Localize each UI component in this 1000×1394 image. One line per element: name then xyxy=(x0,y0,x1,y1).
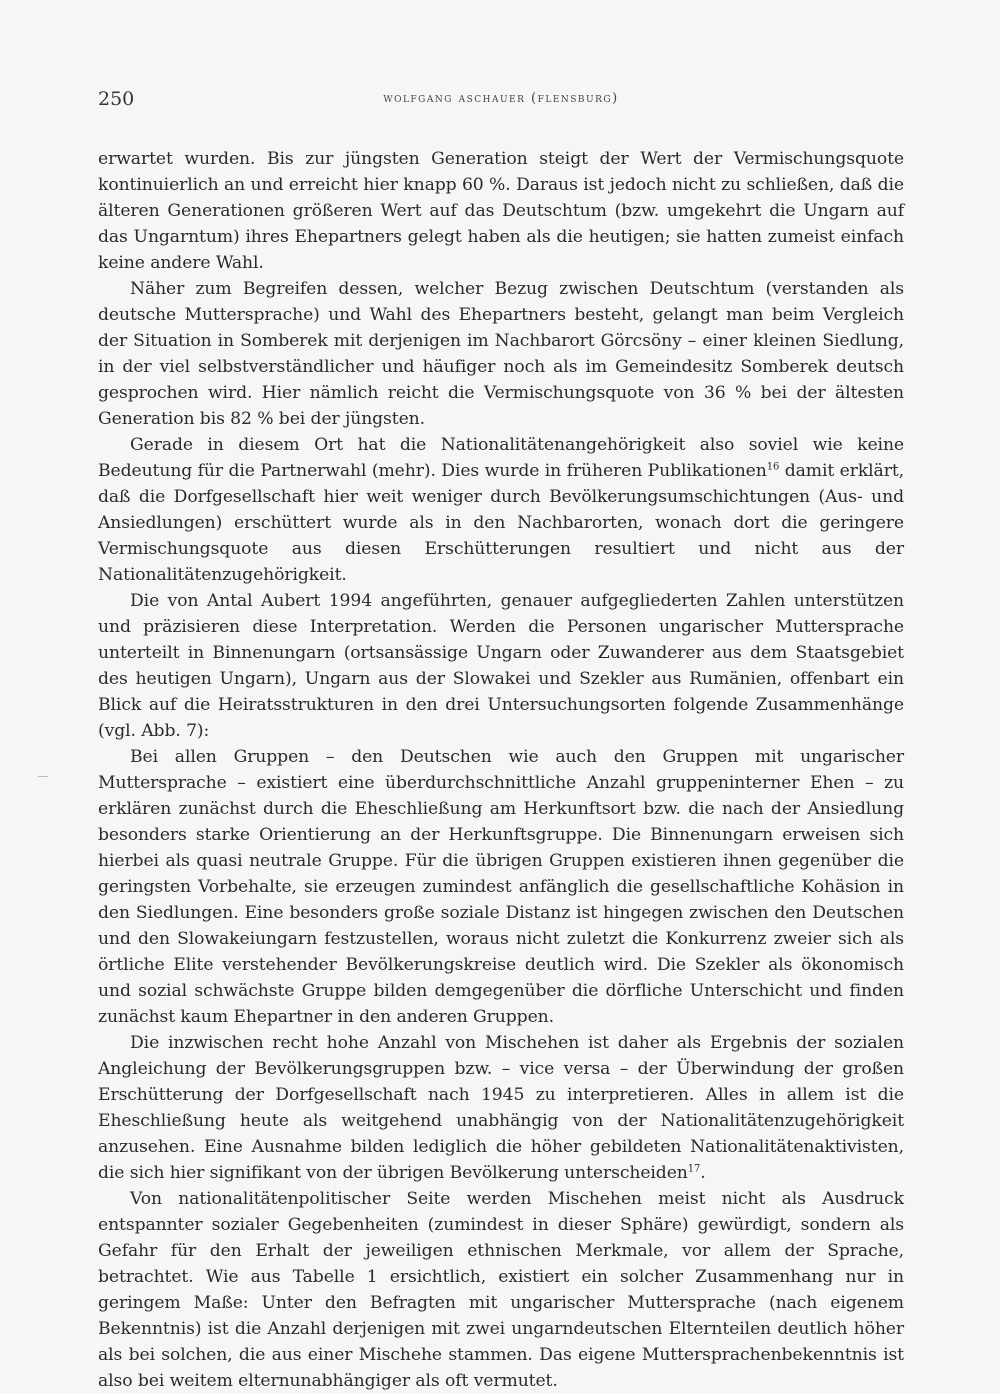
paragraph-3 xyxy=(98,432,904,588)
running-head: wolfgang aschauer (flensburg) xyxy=(383,91,619,106)
paragraph-3-text-before: Gerade in diesem Ort hat die Nationalitätenangehörigkeit also soviel wie keine Bedeutung für die Partnerwahl (mehr). Dies wurde in früheren Publikationen xyxy=(98,435,904,481)
paragraph-3-text-after: damit erklärt, daß die Dorfgesellschaft hier weit weniger durch Bevölkerungsumschichtungen (Aus- und Ansiedlungen) erschüttert wurde als in den Nachbarorten, wonach dort die geringere Vermischungsquote aus diesen Erschütterungen resultiert und nicht aus der Nationalitätenzugehörigkeit. xyxy=(98,461,904,585)
body-text xyxy=(98,146,904,1394)
paragraph-6-text-before: Die inzwischen recht hohe Anzahl von Mischehen ist daher als Ergebnis der sozialen Angleichung der Bevölkerungsgruppen bzw. – vice versa – der Überwindung der großen Erschütterung der Dorfgesellschaft nach 1945 zu interpretieren. Alles in allem ist die Eheschließung heute als weitgehend unabhängig von der Nationalitätenzugehörigkeit anzusehen. Eine Ausnahme bilden lediglich die höher gebildeten Nationalitätenaktivisten, die sich hier signifikant von der übrigen Bevölkerung unterscheiden xyxy=(98,1033,904,1183)
paragraph-4: Die von Antal Aubert 1994 angeführten, genauer aufgegliederten Zahlen unterstützen und präzisieren diese Interpretation. Werden die Personen ungarischer Muttersprache unterteilt in Binnenungarn (ortsansässige Ungarn oder Zuwanderer aus dem Staatsgebiet des heutigen Ungarn), Ungarn aus der Slowakei und Szekler aus Rumänien, offenbart ein Blick auf die Heiratsstrukturen in den drei Untersuchungsorten folgende Zusammenhänge (vgl. Abb. 7): xyxy=(98,591,904,741)
footnote-ref-17[interactable]: 17 xyxy=(687,1163,701,1175)
page-number: 250 xyxy=(98,88,135,110)
paragraph-1: erwartet wurden. Bis zur jüngsten Generation steigt der Wert der Vermischungsquote kontinuierlich an und erreicht hier knapp 60 %. Daraus ist jedoch nicht zu schließen, daß die älteren Generationen größeren Wert auf das Deutschtum (bzw. umgekehrt die Ungarn auf das Ungarntum) ihres Ehepartners gelegt haben als die heutigen; sie hatten zumeist einfach keine andere Wahl. xyxy=(98,149,904,273)
margin-mark xyxy=(38,776,48,777)
paragraph-6-text-after: . xyxy=(700,1163,706,1183)
footnote-ref-16[interactable]: 16 xyxy=(766,461,780,473)
page-header xyxy=(98,88,904,118)
paragraph-6 xyxy=(98,1030,904,1186)
paragraph-2: Näher zum Begreifen dessen, welcher Bezug zwischen Deutschtum (verstanden als deutsche Muttersprache) und Wahl des Ehepartners besteht, gelangt man beim Vergleich der Situation in Somberek mit derjenigen im Nachbarort Görcsöny – einer kleinen Siedlung, in der viel selbstverständlicher und häufiger noch als im Gemeindesitz Somberek deutsch gesprochen wird. Hier nämlich reicht die Vermischungsquote von 36 % bei der ältesten Generation bis 82 % bei der jüngsten. xyxy=(98,279,904,429)
paragraph-5: Bei allen Gruppen – den Deutschen wie auch den Gruppen mit ungarischer Muttersprache – existiert eine überdurchschnittliche Anzahl gruppeninterner Ehen – zu erklären zunächst durch die Eheschließung am Herkunftsort bzw. die nach der Ansiedlung besonders starke Orientierung an der Herkunftsgruppe. Die Binnenungarn erweisen sich hierbei als quasi neutrale Gruppe. Für die übrigen Gruppen existieren ihnen gegenüber die geringsten Vorbehalte, sie erzeugen zumindest anfänglich die gesellschaftliche Kohäsion in den Siedlungen. Eine besonders große soziale Distanz ist hingegen zwischen den Deutschen und den Slowakeiungarn festzustellen, woraus nicht zuletzt die Konkurrenz zweier sich als örtliche Elite verstehender Bevölkerungskreise deutlich wird. Die Szekler als ökonomisch und sozial schwächste Gruppe bilden demgegenüber die dörfliche Unterschicht und finden zunächst kaum Ehepartner in den anderen Gruppen. xyxy=(98,747,904,1027)
paragraph-7: Von nationalitätenpolitischer Seite werden Mischehen meist nicht als Ausdruck entspannter sozialer Gegebenheiten (zumindest in dieser Sphäre) gewürdigt, sondern als Gefahr für den Erhalt der jeweiligen ethnischen Merkmale, vor allem der Sprache, betrachtet. Wie aus Tabelle 1 ersichtlich, existiert ein solcher Zusammenhang nur in geringem Maße: Unter den Befragten mit ungarischer Muttersprache (nach eigenem Bekenntnis) ist die Anzahl derjenigen mit zwei ungarndeutschen Elternteilen deutlich höher als bei solchen, die aus einer Mischehe stammen. Das eigene Muttersprachenbekenntnis ist also bei weitem elternunabhängiger als oft vermutet. xyxy=(98,1189,904,1391)
